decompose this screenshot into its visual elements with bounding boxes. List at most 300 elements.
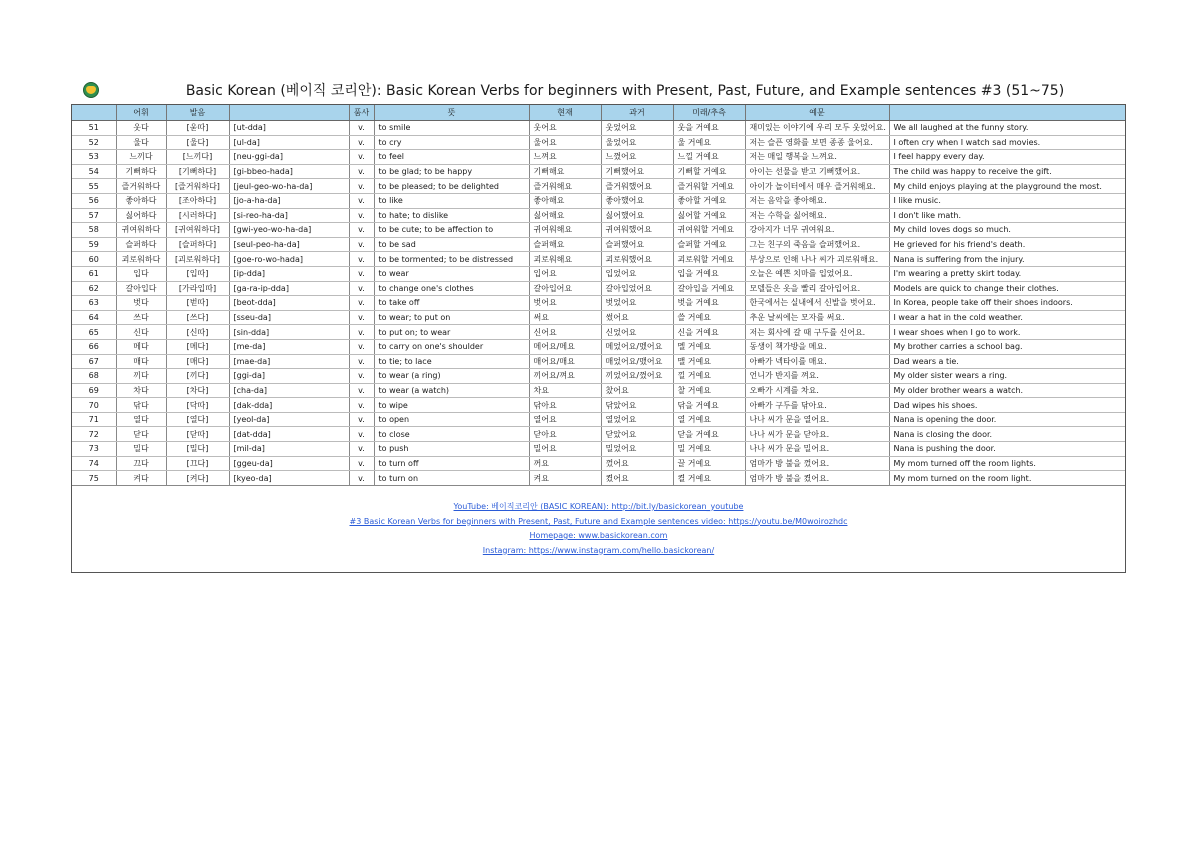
- cell-meaning: to push: [374, 442, 529, 457]
- cell-pos: v.: [349, 179, 374, 194]
- cell-pronunciation-roman: [si-reo-ha-da]: [229, 208, 349, 223]
- cell-vocab: 울다: [116, 135, 166, 150]
- cell-example-korean: 언니가 반지를 껴요.: [745, 369, 889, 384]
- cell-meaning: to carry on one's shoulder: [374, 339, 529, 354]
- cell-pronunciation-hangul: [즐거워하다]: [166, 179, 229, 194]
- cell-meaning: to take off: [374, 296, 529, 311]
- cell-vocab: 차다: [116, 383, 166, 398]
- cell-vocab: 웃다: [116, 121, 166, 136]
- page-title: Basic Korean (베이직 코리안): Basic Korean Verbs for beginners with Present, Past, Future, and Example sentences #3 (51~75): [185, 83, 1065, 99]
- cell-present: 신어요: [529, 325, 601, 340]
- cell-past: 끼었어요/꼈어요: [601, 369, 673, 384]
- cell-vocab: 슬퍼하다: [116, 237, 166, 252]
- cell-example-english: My mom turned off the room lights.: [889, 456, 1125, 471]
- cell-future: 귀여워할 거예요: [673, 223, 745, 238]
- cell-example-korean: 아빠가 구두를 닦아요.: [745, 398, 889, 413]
- cell-pos: v.: [349, 398, 374, 413]
- cell-number: 60: [72, 252, 116, 267]
- table-row: [72, 369, 1125, 384]
- cell-present: 갈아입어요: [529, 281, 601, 296]
- cell-vocab: 기뻐하다: [116, 164, 166, 179]
- cell-pos: v.: [349, 296, 374, 311]
- cell-future: 즐거워할 거예요: [673, 179, 745, 194]
- cell-meaning: to change one's clothes: [374, 281, 529, 296]
- cell-pronunciation-roman: [gwi-yeo-wo-ha-da]: [229, 223, 349, 238]
- cell-present: 괴로워해요: [529, 252, 601, 267]
- cell-example-english: My mom turned on the room light.: [889, 471, 1125, 486]
- cell-meaning: to be tormented; to be distressed: [374, 252, 529, 267]
- cell-future: 신을 거예요: [673, 325, 745, 340]
- cell-pronunciation-roman: [mae-da]: [229, 354, 349, 369]
- col-header-pronunciation-hangul: 발음: [166, 105, 229, 121]
- cell-number: 68: [72, 369, 116, 384]
- cell-past: 싫어했어요: [601, 208, 673, 223]
- table-row: [72, 150, 1125, 165]
- cell-pronunciation-roman: [me-da]: [229, 339, 349, 354]
- cell-pos: v.: [349, 383, 374, 398]
- cell-example-english: Nana is suffering from the injury.: [889, 252, 1125, 267]
- cell-meaning: to tie; to lace: [374, 354, 529, 369]
- table-row: [72, 398, 1125, 413]
- cell-number: 56: [72, 193, 116, 208]
- cell-future: 느낄 거예요: [673, 150, 745, 165]
- cell-future: 쓸 거예요: [673, 310, 745, 325]
- cell-vocab: 벗다: [116, 296, 166, 311]
- cell-vocab: 좋아하다: [116, 193, 166, 208]
- table-body: [72, 121, 1125, 486]
- cell-present: 열어요: [529, 412, 601, 427]
- cell-number: 54: [72, 164, 116, 179]
- cell-present: 울어요: [529, 135, 601, 150]
- cell-pos: v.: [349, 281, 374, 296]
- cell-example-korean: 저는 슬픈 영화를 보면 종종 울어요.: [745, 135, 889, 150]
- table-row: [72, 354, 1125, 369]
- cell-example-korean: 저는 음악을 좋아해요.: [745, 193, 889, 208]
- cell-number: 63: [72, 296, 116, 311]
- table-row: [72, 427, 1125, 442]
- cell-number: 61: [72, 266, 116, 281]
- cell-present: 닫아요: [529, 427, 601, 442]
- table-row: [72, 296, 1125, 311]
- cell-meaning: to wear (a watch): [374, 383, 529, 398]
- cell-number: 66: [72, 339, 116, 354]
- cell-vocab: 닦다: [116, 398, 166, 413]
- homepage-link[interactable]: Homepage: www.basickorean.com: [529, 531, 668, 540]
- cell-pos: v.: [349, 427, 374, 442]
- cell-pos: v.: [349, 208, 374, 223]
- cell-meaning: to open: [374, 412, 529, 427]
- cell-pronunciation-hangul: [끼다]: [166, 369, 229, 384]
- table-row: [72, 325, 1125, 340]
- cell-meaning: to cry: [374, 135, 529, 150]
- cell-pronunciation-roman: [goe-ro-wo-hada]: [229, 252, 349, 267]
- cell-pronunciation-hangul: [켜다]: [166, 471, 229, 486]
- cell-past: 기뻐했어요: [601, 164, 673, 179]
- table-row: [72, 208, 1125, 223]
- cell-present: 써요: [529, 310, 601, 325]
- cell-past: 벗었어요: [601, 296, 673, 311]
- cell-example-korean: 한국에서는 실내에서 신발을 벗어요.: [745, 296, 889, 311]
- cell-pronunciation-roman: [ggi-da]: [229, 369, 349, 384]
- cell-example-english: I don't like math.: [889, 208, 1125, 223]
- cell-number: 57: [72, 208, 116, 223]
- table-row: [72, 121, 1125, 136]
- cell-example-korean: 아이는 선물을 받고 기뻐했어요.: [745, 164, 889, 179]
- cell-present: 차요: [529, 383, 601, 398]
- cell-present: 닦아요: [529, 398, 601, 413]
- cell-present: 끼어요/껴요: [529, 369, 601, 384]
- cell-vocab: 메다: [116, 339, 166, 354]
- cell-past: 신었어요: [601, 325, 673, 340]
- cell-pronunciation-hangul: [닥따]: [166, 398, 229, 413]
- cell-past: 좋아했어요: [601, 193, 673, 208]
- cell-future: 멜 거예요: [673, 339, 745, 354]
- cell-vocab: 갈아입다: [116, 281, 166, 296]
- cell-meaning: to be sad: [374, 237, 529, 252]
- cell-pos: v.: [349, 442, 374, 457]
- cell-example-english: I'm wearing a pretty skirt today.: [889, 266, 1125, 281]
- verbs-table: [72, 105, 1125, 486]
- cell-example-korean: 동생이 책가방을 메요.: [745, 339, 889, 354]
- table-row: [72, 281, 1125, 296]
- cell-example-korean: 모델들은 옷을 빨리 갈아입어요.: [745, 281, 889, 296]
- cell-pronunciation-hangul: [매다]: [166, 354, 229, 369]
- cell-pronunciation-hangul: [메다]: [166, 339, 229, 354]
- cell-example-english: My child loves dogs so much.: [889, 223, 1125, 238]
- col-header-vocab: 어휘: [116, 105, 166, 121]
- cell-number: 75: [72, 471, 116, 486]
- cell-pronunciation-hangul: [차다]: [166, 383, 229, 398]
- table-header-row: [72, 105, 1125, 121]
- cell-pos: v.: [349, 150, 374, 165]
- cell-past: 웃었어요: [601, 121, 673, 136]
- col-header-future: 미래/추측: [673, 105, 745, 121]
- cell-pos: v.: [349, 237, 374, 252]
- cell-pronunciation-hangul: [열다]: [166, 412, 229, 427]
- col-header-present: 현재: [529, 105, 601, 121]
- cell-pronunciation-roman: [mil-da]: [229, 442, 349, 457]
- cell-pronunciation-roman: [dat-dda]: [229, 427, 349, 442]
- cell-example-english: My child enjoys playing at the playground the most.: [889, 179, 1125, 194]
- cell-example-english: Nana is pushing the door.: [889, 442, 1125, 457]
- cell-future: 맬 거예요: [673, 354, 745, 369]
- cell-future: 닦을 거예요: [673, 398, 745, 413]
- cell-vocab: 밀다: [116, 442, 166, 457]
- cell-example-korean: 부상으로 인해 나나 씨가 괴로워해요.: [745, 252, 889, 267]
- cell-vocab: 느끼다: [116, 150, 166, 165]
- cell-pos: v.: [349, 325, 374, 340]
- table-row: [72, 252, 1125, 267]
- cell-pronunciation-roman: [ut-dda]: [229, 121, 349, 136]
- cell-pos: v.: [349, 266, 374, 281]
- cell-example-korean: 저는 매일 행복을 느껴요.: [745, 150, 889, 165]
- cell-pronunciation-roman: [ul-da]: [229, 135, 349, 150]
- cell-vocab: 싫어하다: [116, 208, 166, 223]
- cell-past: 밀었어요: [601, 442, 673, 457]
- cell-example-korean: 오빠가 시계를 차요.: [745, 383, 889, 398]
- cell-meaning: to turn off: [374, 456, 529, 471]
- cell-past: 썼어요: [601, 310, 673, 325]
- cell-present: 기뻐해요: [529, 164, 601, 179]
- cell-number: 72: [72, 427, 116, 442]
- cell-past: 느꼈어요: [601, 150, 673, 165]
- basic-korean-logo-icon: [83, 82, 99, 98]
- cell-example-english: Models are quick to change their clothes.: [889, 281, 1125, 296]
- cell-pronunciation-roman: [yeol-da]: [229, 412, 349, 427]
- table-row: [72, 339, 1125, 354]
- cell-future: 괴로워할 거예요: [673, 252, 745, 267]
- cell-example-english: My older brother wears a watch.: [889, 383, 1125, 398]
- cell-vocab: 켜다: [116, 471, 166, 486]
- table-row: [72, 310, 1125, 325]
- video-link[interactable]: #3 Basic Korean Verbs for beginners with Present, Past, Future and Example sentences video: https://youtu.be/M0woirozhdc: [349, 516, 848, 526]
- cell-pronunciation-hangul: [닫따]: [166, 427, 229, 442]
- youtube-channel-link[interactable]: YouTube: 베이직코리안 (BASIC KOREAN): http://bit.ly/basickorean_youtube: [453, 502, 744, 511]
- cell-meaning: to put on; to wear: [374, 325, 529, 340]
- cell-example-english: My older sister wears a ring.: [889, 369, 1125, 384]
- cell-present: 매어요/매요: [529, 354, 601, 369]
- cell-present: 즐거워해요: [529, 179, 601, 194]
- cell-example-english: He grieved for his friend's death.: [889, 237, 1125, 252]
- col-header-number: [72, 105, 116, 121]
- cell-pos: v.: [349, 369, 374, 384]
- cell-example-english: I feel happy every day.: [889, 150, 1125, 165]
- cell-future: 열 거예요: [673, 412, 745, 427]
- cell-present: 꺼요: [529, 456, 601, 471]
- cell-number: 74: [72, 456, 116, 471]
- cell-meaning: to hate; to dislike: [374, 208, 529, 223]
- cell-pronunciation-hangul: [귀여워하다]: [166, 223, 229, 238]
- instagram-link[interactable]: Instagram: https://www.instagram.com/hello.basickorean/: [482, 545, 715, 555]
- cell-vocab: 매다: [116, 354, 166, 369]
- cell-past: 찼어요: [601, 383, 673, 398]
- cell-meaning: to feel: [374, 150, 529, 165]
- cell-pronunciation-hangul: [끄다]: [166, 456, 229, 471]
- cell-present: 입어요: [529, 266, 601, 281]
- cell-pronunciation-roman: [beot-dda]: [229, 296, 349, 311]
- cell-future: 켤 거예요: [673, 471, 745, 486]
- cell-number: 71: [72, 412, 116, 427]
- cell-example-english: I like music.: [889, 193, 1125, 208]
- cell-past: 메었어요/멨어요: [601, 339, 673, 354]
- cell-present: 밀어요: [529, 442, 601, 457]
- cell-meaning: to wear; to put on: [374, 310, 529, 325]
- cell-pronunciation-roman: [seul-peo-ha-da]: [229, 237, 349, 252]
- table-row: [72, 179, 1125, 194]
- col-header-past: 과거: [601, 105, 673, 121]
- cell-future: 갈아입을 거예요: [673, 281, 745, 296]
- cell-vocab: 열다: [116, 412, 166, 427]
- cell-number: 67: [72, 354, 116, 369]
- cell-present: 좋아해요: [529, 193, 601, 208]
- cell-present: 메어요/메요: [529, 339, 601, 354]
- cell-pronunciation-roman: [jeul-geo-wo-ha-da]: [229, 179, 349, 194]
- cell-pronunciation-roman: [neu-ggi-da]: [229, 150, 349, 165]
- table-row: [72, 164, 1125, 179]
- table-row: [72, 471, 1125, 486]
- cell-future: 기뻐할 거예요: [673, 164, 745, 179]
- cell-example-english: Nana is closing the door.: [889, 427, 1125, 442]
- cell-meaning: to smile: [374, 121, 529, 136]
- cell-example-korean: 아이가 놀이터에서 매우 즐거워해요.: [745, 179, 889, 194]
- table-row: [72, 135, 1125, 150]
- cell-example-korean: 엄마가 방 불을 껐어요.: [745, 456, 889, 471]
- cell-present: 느껴요: [529, 150, 601, 165]
- cell-example-korean: 엄마가 방 불을 켰어요.: [745, 471, 889, 486]
- cell-past: 울었어요: [601, 135, 673, 150]
- cell-present: 귀여워해요: [529, 223, 601, 238]
- cell-pronunciation-hangul: [신따]: [166, 325, 229, 340]
- cell-pos: v.: [349, 135, 374, 150]
- cell-past: 괴로워했어요: [601, 252, 673, 267]
- cell-number: 53: [72, 150, 116, 165]
- cell-meaning: to wipe: [374, 398, 529, 413]
- cell-pronunciation-hangul: [느끼다]: [166, 150, 229, 165]
- cell-example-korean: 저는 회사에 갈 때 구두를 신어요.: [745, 325, 889, 340]
- cell-vocab: 신다: [116, 325, 166, 340]
- col-header-example-english: [889, 105, 1125, 121]
- link-list: [72, 500, 1125, 558]
- cell-meaning: to be glad; to be happy: [374, 164, 529, 179]
- col-header-meaning: 뜻: [374, 105, 529, 121]
- cell-meaning: to be pleased; to be delighted: [374, 179, 529, 194]
- cell-vocab: 닫다: [116, 427, 166, 442]
- cell-example-korean: 나나 씨가 문을 닫아요.: [745, 427, 889, 442]
- cell-pronunciation-roman: [sin-dda]: [229, 325, 349, 340]
- cell-pos: v.: [349, 354, 374, 369]
- cell-pronunciation-hangul: [벋따]: [166, 296, 229, 311]
- cell-meaning: to turn on: [374, 471, 529, 486]
- cell-future: 싫어할 거예요: [673, 208, 745, 223]
- cell-number: 65: [72, 325, 116, 340]
- cell-pronunciation-roman: [ggeu-da]: [229, 456, 349, 471]
- cell-future: 입을 거예요: [673, 266, 745, 281]
- cell-meaning: to be cute; to be affection to: [374, 223, 529, 238]
- cell-example-english: Dad wears a tie.: [889, 354, 1125, 369]
- cell-pronunciation-roman: [gi-bbeo-hada]: [229, 164, 349, 179]
- cell-future: 웃을 거예요: [673, 121, 745, 136]
- cell-past: 매었어요/맸어요: [601, 354, 673, 369]
- cell-pronunciation-hangul: [가라입따]: [166, 281, 229, 296]
- cell-future: 벗을 거예요: [673, 296, 745, 311]
- cell-past: 닦았어요: [601, 398, 673, 413]
- cell-pos: v.: [349, 456, 374, 471]
- cell-pronunciation-roman: [ga-ra-ip-dda]: [229, 281, 349, 296]
- cell-past: 슬퍼했어요: [601, 237, 673, 252]
- cell-pronunciation-roman: [jo-a-ha-da]: [229, 193, 349, 208]
- cell-pronunciation-hangul: [조아하다]: [166, 193, 229, 208]
- cell-number: 62: [72, 281, 116, 296]
- cell-future: 닫을 거예요: [673, 427, 745, 442]
- table-row: [72, 223, 1125, 238]
- cell-pos: v.: [349, 193, 374, 208]
- cell-example-english: My brother carries a school bag.: [889, 339, 1125, 354]
- cell-pronunciation-hangul: [욷따]: [166, 121, 229, 136]
- cell-pos: v.: [349, 164, 374, 179]
- cell-pos: v.: [349, 310, 374, 325]
- cell-past: 열었어요: [601, 412, 673, 427]
- cell-pronunciation-hangul: [괴로워하다]: [166, 252, 229, 267]
- cell-future: 끌 거예요: [673, 456, 745, 471]
- cell-pronunciation-hangul: [쓰다]: [166, 310, 229, 325]
- cell-past: 귀여워했어요: [601, 223, 673, 238]
- cell-pronunciation-roman: [dak-dda]: [229, 398, 349, 413]
- cell-number: 69: [72, 383, 116, 398]
- cell-example-english: The child was happy to receive the gift.: [889, 164, 1125, 179]
- cell-number: 64: [72, 310, 116, 325]
- cell-number: 51: [72, 121, 116, 136]
- cell-present: 싫어해요: [529, 208, 601, 223]
- cell-pos: v.: [349, 252, 374, 267]
- cell-future: 찰 거예요: [673, 383, 745, 398]
- cell-number: 73: [72, 442, 116, 457]
- cell-present: 슬퍼해요: [529, 237, 601, 252]
- cell-example-english: I wear shoes when I go to work.: [889, 325, 1125, 340]
- cell-example-english: Nana is opening the door.: [889, 412, 1125, 427]
- cell-pronunciation-hangul: [입따]: [166, 266, 229, 281]
- cell-past: 껐어요: [601, 456, 673, 471]
- table-row: [72, 383, 1125, 398]
- cell-example-korean: 재미있는 이야기에 우리 모두 웃었어요.: [745, 121, 889, 136]
- cell-number: 55: [72, 179, 116, 194]
- cell-pronunciation-roman: [kyeo-da]: [229, 471, 349, 486]
- col-header-example-korean: 예문: [745, 105, 889, 121]
- cell-past: 닫았어요: [601, 427, 673, 442]
- cell-present: 웃어요: [529, 121, 601, 136]
- cell-example-korean: 그는 친구의 죽음을 슬퍼했어요.: [745, 237, 889, 252]
- table-row: [72, 456, 1125, 471]
- cell-past: 즐거워했어요: [601, 179, 673, 194]
- cell-number: 70: [72, 398, 116, 413]
- cell-present: 벗어요: [529, 296, 601, 311]
- cell-pronunciation-roman: [cha-da]: [229, 383, 349, 398]
- cell-future: 슬퍼할 거예요: [673, 237, 745, 252]
- cell-past: 켰어요: [601, 471, 673, 486]
- cell-pronunciation-roman: [ip-dda]: [229, 266, 349, 281]
- table-row: [72, 193, 1125, 208]
- cell-pronunciation-roman: [sseu-da]: [229, 310, 349, 325]
- col-header-pronunciation-roman: [229, 105, 349, 121]
- cell-pronunciation-hangul: [울다]: [166, 135, 229, 150]
- cell-example-english: I wear a hat in the cold weather.: [889, 310, 1125, 325]
- cell-example-english: In Korea, people take off their shoes indoors.: [889, 296, 1125, 311]
- cell-past: 갈아입었어요: [601, 281, 673, 296]
- cell-future: 밀 거예요: [673, 442, 745, 457]
- cell-pronunciation-hangul: [시러하다]: [166, 208, 229, 223]
- cell-example-english: We all laughed at the funny story.: [889, 121, 1125, 136]
- cell-example-korean: 저는 수학을 싫어해요.: [745, 208, 889, 223]
- cell-example-english: I often cry when I watch sad movies.: [889, 135, 1125, 150]
- cell-example-korean: 강아지가 너무 귀여워요.: [745, 223, 889, 238]
- cell-number: 59: [72, 237, 116, 252]
- cell-pronunciation-hangul: [밀다]: [166, 442, 229, 457]
- table-row: [72, 266, 1125, 281]
- cell-example-korean: 나나 씨가 문을 밀어요.: [745, 442, 889, 457]
- cell-pos: v.: [349, 471, 374, 486]
- cell-vocab: 즐거워하다: [116, 179, 166, 194]
- cell-vocab: 끼다: [116, 369, 166, 384]
- table-row: [72, 237, 1125, 252]
- cell-vocab: 쓰다: [116, 310, 166, 325]
- cell-example-korean: 나나 씨가 문을 열어요.: [745, 412, 889, 427]
- table-row: [72, 442, 1125, 457]
- cell-number: 58: [72, 223, 116, 238]
- col-header-pos: 품사: [349, 105, 374, 121]
- cell-example-korean: 추운 날씨에는 모자를 써요.: [745, 310, 889, 325]
- cell-pos: v.: [349, 339, 374, 354]
- cell-meaning: to close: [374, 427, 529, 442]
- cell-pronunciation-hangul: [슬퍼하다]: [166, 237, 229, 252]
